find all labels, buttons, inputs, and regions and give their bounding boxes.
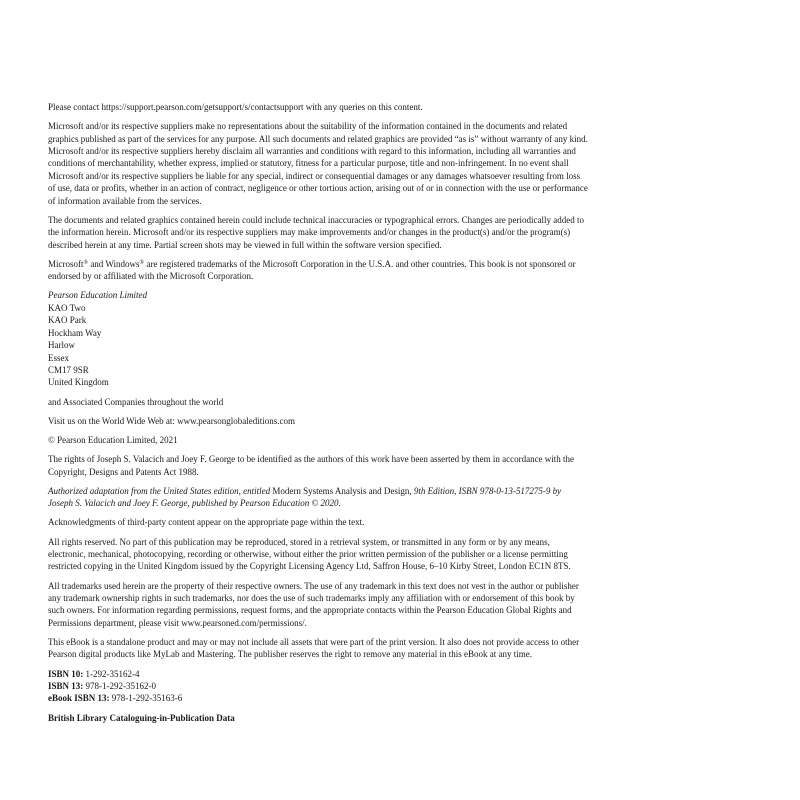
- trademark-text-c: are registered trademarks of the Microsoft Corporation in the U.S.A. and other countries. This book is not sponsored or endorsed by or affiliated with the Microsoft Corporation.: [48, 258, 576, 282]
- address-line: Harlow: [48, 340, 75, 351]
- address-line: Essex: [48, 352, 69, 363]
- book-title: Modern Systems Analysis and Design,: [272, 485, 412, 496]
- website-line: Visit us on the World Wide Web at: www.pearsonglobaleditions.com: [48, 415, 296, 426]
- isbn-row: [48, 692, 588, 704]
- trademark-text-a: Microsoft: [48, 258, 84, 269]
- address-line: KAO Park: [48, 315, 87, 326]
- authorized-text-b: 9th Edition, ISBN 978-0-13-517275-9 by Joseph S. Valacich and Joey F. George, published by Pearson Education © 2020.: [48, 485, 562, 509]
- isbn-value: 978-1-292-35163-6: [109, 693, 183, 704]
- isbn-row: [48, 668, 588, 680]
- author-rights-paragraph: The rights of Joseph S. Valacich and Joey F. George to be identified as the authors of this work have been asserted by them in accordance with the Copyright, Designs and Patents Act 1988.: [48, 454, 575, 477]
- acknowledgments-line: Acknowledgments of third-party content appear on the appropriate page within the text.: [48, 517, 365, 528]
- authorized-adaptation-paragraph: [48, 485, 588, 510]
- trademark-text-b: and Windows: [88, 258, 140, 269]
- all-rights-reserved-paragraph: All rights reserved. No part of this publication may be reproduced, stored in a retrieval system, or transmitted in any form or by any means, electronic, mechanical, photocopying, recording or otherwise, without either the prior written permission of the publisher or a license permitting restricted copying in the United Kingdom issued by the Copyright Licensing Agency Ltd, Saffron House, 6–10 Kirby Street, London EC1N 8TS.: [48, 536, 571, 572]
- address-line: Hockham Way: [48, 327, 102, 338]
- page-content: [48, 101, 588, 724]
- registered-mark: ®: [83, 259, 89, 266]
- contact-paragraph: Please contact https://support.pearson.com/getsupport/s/contactsupport with any queries on this content.: [48, 102, 423, 112]
- technical-inaccuracies-paragraph: The documents and related graphics contained herein could include technical inaccuracies or typographical errors. Changes are periodically added to the information herein. Microsoft and/or its respective suppliers may make improvements and/or changes in the product(s) and/or the program(s) described herein at any time. Partial screen shots may be viewed in full within the software version specified.: [48, 214, 585, 250]
- british-library-heading: British Library Cataloguing-in-Publication Data: [48, 712, 235, 723]
- isbn-label: ISBN 13:: [48, 681, 84, 691]
- address-line: CM17 9SR: [48, 364, 89, 375]
- isbn-block: [48, 668, 588, 705]
- publisher-address: [48, 289, 588, 388]
- ebook-notice-paragraph: This eBook is a standalone product and may or may not include all assets that were part of the print version. It also does not provide access to other Pearson digital products like MyLab and Mastering. The publisher reserves the right to remove any material in this eBook at any time.: [48, 636, 580, 660]
- copyright-line: © Pearson Education Limited, 2021: [48, 434, 178, 445]
- trademark-owners-paragraph: All trademarks used herein are the property of their respective owners. The use of any trademark in this text does not vest in the author or publisher any trademark ownership rights in such trademarks, nor does the use of such trademarks imply any affiliation with or endorsement of this book by such owners. For information regarding permissions, request forms, and the appropriate contacts within the Pearson Education Global Rights and Permissions department, please visit www.pearsoned.com/permissions/.: [48, 580, 579, 628]
- address-line: United Kingdom: [48, 377, 109, 388]
- address-line: KAO Two: [48, 302, 86, 313]
- associated-companies: and Associated Companies throughout the world: [48, 396, 224, 407]
- isbn-value: 978-1-292-35162-0: [83, 681, 157, 691]
- isbn-row: [48, 680, 588, 692]
- isbn-value: 1-292-35162-4: [83, 668, 140, 679]
- publisher-name: Pearson Education Limited: [48, 290, 147, 301]
- trademark-paragraph: [48, 258, 588, 283]
- isbn-label: eBook ISBN 13:: [48, 693, 110, 704]
- registered-mark: ®: [139, 259, 145, 266]
- authorized-text-a: Authorized adaptation from the United States edition, entitled: [48, 485, 273, 496]
- isbn-label: ISBN 10:: [48, 668, 84, 679]
- microsoft-disclaimer-paragraph: Microsoft and/or its respective suppliers make no representations about the suitability of the information contained in the documents and related graphics published as part of the services for any purpose. All such documents and related graphics are provided “as is” without warranty of any kind. Microsoft and/or its respective suppliers hereby disclaim all warranties and conditions with regard to this information, including all warranties and conditions of merchantability, whether express, implied or statutory, fitness for a particular purpose, title and non-infringement. In no event shall Microsoft and/or its respective suppliers be liable for any special, indirect or consequential damages or any damages whatsoever resulting from loss of use, data or profits, whether in an action of contract, negligence or other tortious action, arising out of or in connection with the use or performance of information available from the services.: [48, 121, 588, 206]
